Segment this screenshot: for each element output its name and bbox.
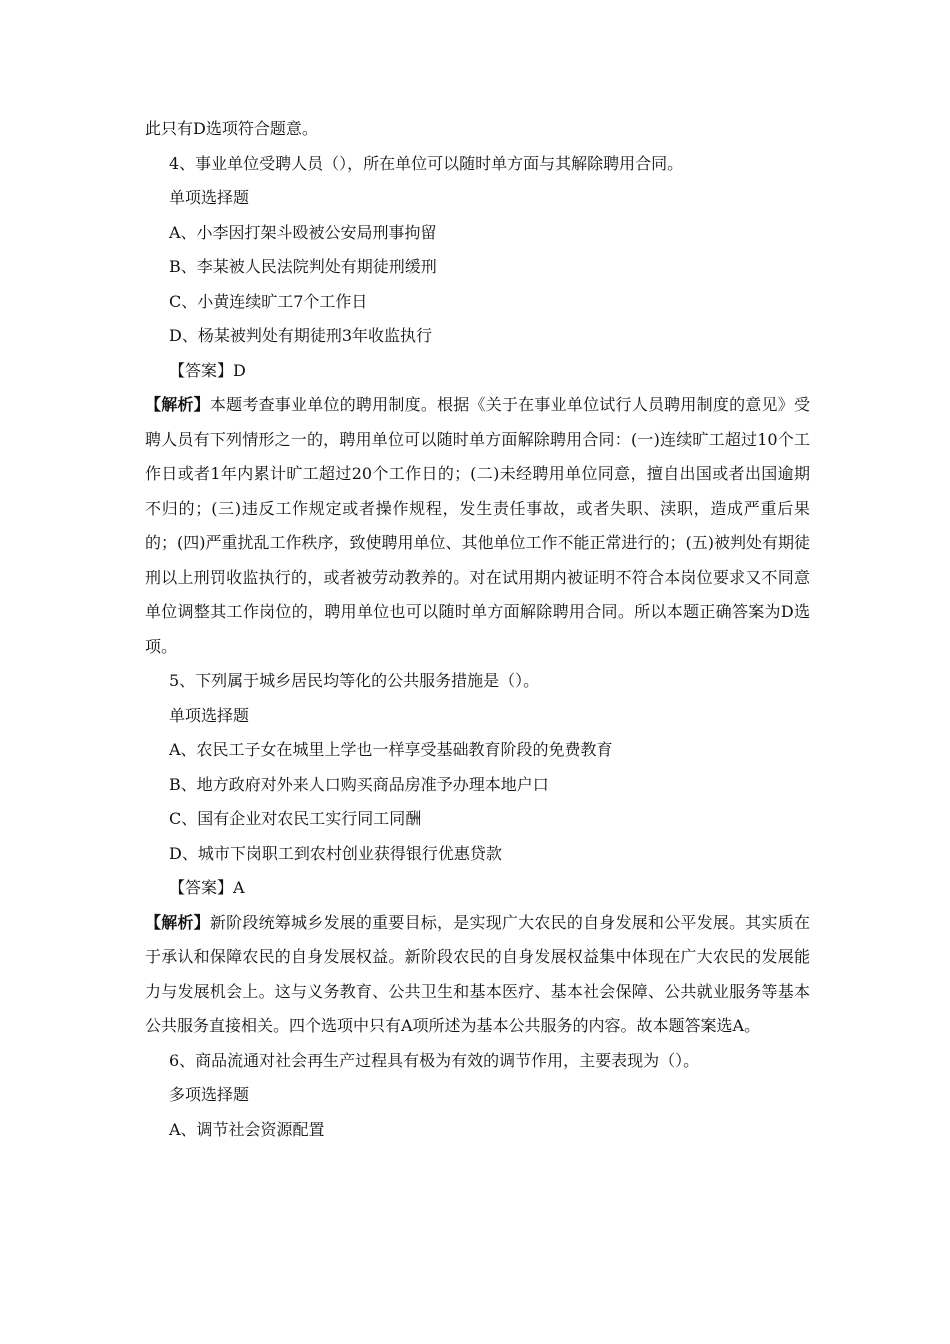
analysis — [145, 906, 810, 1044]
analysis — [145, 388, 810, 664]
option-a: A、农民工子女在城里上学也一样享受基础教育阶段的免费教育 — [169, 740, 613, 759]
option-c: C、小黄连续旷工7个工作日 — [169, 291, 368, 311]
document-page — [145, 112, 810, 1147]
question-type: 单项选择题 — [169, 188, 250, 207]
question-5 — [145, 664, 810, 1044]
question-stem: 4、事业单位受聘人员（），所在单位可以随时单方面与其解除聘用合同。 — [169, 153, 684, 173]
question-stem: 6、商品流通对社会再生产过程具有极为有效的调节作用，主要表现为（）。 — [169, 1050, 700, 1070]
question-6 — [145, 1044, 810, 1148]
option-c: C、国有企业对农民工实行同工同酬 — [169, 809, 422, 828]
analysis-text: 新阶段统筹城乡发展的重要目标，是实现广大农民的自身发展和公平发展。其实质在于承认和保障农民的自身发展权益。新阶段农民的自身发展权益集中体现在广大农民的发展能力与发展机会上。这与义务教育、公共卫生和基本医疗、基本社会保障、公共就业服务等基本公共服务直接相关。四个选项中只有A项所述为基本公共服务的内容。故本题答案选A。 — [145, 912, 810, 1035]
answer: 【答案】A — [169, 878, 245, 897]
analysis-label: 【解析】 — [145, 912, 210, 932]
option-b: B、李某被人民法院判处有期徒刑缓刑 — [169, 257, 437, 276]
analysis-label: 【解析】 — [145, 395, 210, 414]
continuation-line: 此只有D选项符合题意。 — [145, 119, 318, 138]
question-type: 多项选择题 — [169, 1085, 250, 1104]
option-b: B、地方政府对外来人口购买商品房准予办理本地户口 — [169, 774, 549, 794]
question-stem: 5、下列属于城乡居民均等化的公共服务措施是（）。 — [169, 671, 540, 690]
question-4 — [145, 147, 810, 665]
option-d: D、城市下岗职工到农村创业获得银行优惠贷款 — [169, 843, 502, 863]
answer: 【答案】D — [169, 360, 246, 380]
option-d: D、杨某被判处有期徒刑3年收监执行 — [169, 326, 433, 345]
analysis-text: 本题考查事业单位的聘用制度。根据《关于在事业单位试行人员聘用制度的意见》受聘人员有下列情形之一的，聘用单位可以随时单方面解除聘用合同：(一)连续旷工超过10个工作日或者1年内累计旷工超过20个工作日的；(二)未经聘用单位同意，擅自出国或者出国逾期不归的；(三)违反工作规定或者操作规程，发生责任事故，或者失职、渎职，造成严重后果的；(四)严重扰乱工作秩序，致使聘用单位、其他单位工作不能正常进行的；(五)被判处有期徒刑以上刑罚收监执行的，或者被劳动教养的。对在试用期内被证明不符合本岗位要求又不同意单位调整其工作岗位的，聘用单位也可以随时单方面解除聘用合同。所以本题正确答案为D选项。 — [145, 395, 810, 656]
option-a: A、调节社会资源配置 — [169, 1119, 325, 1139]
question-type: 单项选择题 — [169, 705, 250, 725]
option-a: A、小李因打架斗殴被公安局刑事拘留 — [169, 222, 437, 242]
